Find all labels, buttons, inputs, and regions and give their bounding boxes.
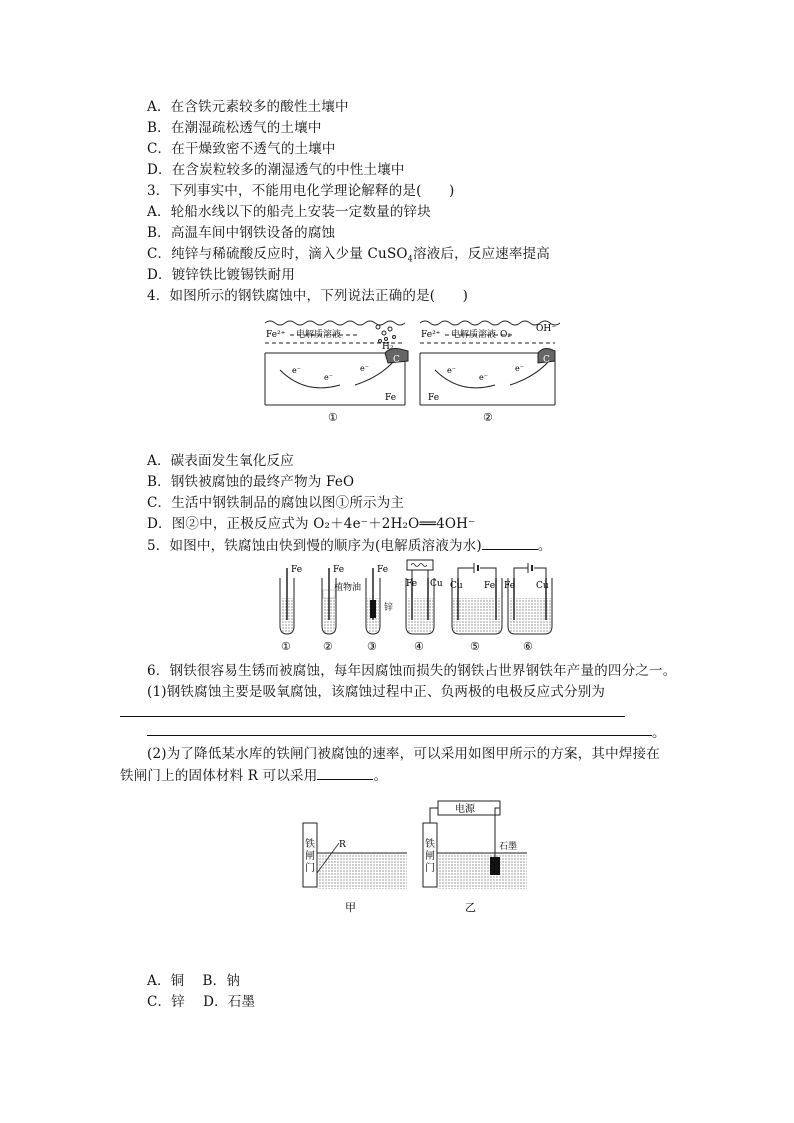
q4-fe-1: Fe: [385, 393, 397, 403]
q2-option-a: A．在含铁元素较多的酸性土壤中: [147, 99, 349, 115]
q4-stem: 4．如图所示的钢铁腐蚀中，下列说法正确的是( ): [147, 288, 469, 304]
q6-cap-yi: 乙: [465, 901, 476, 914]
q6-gate-jia-2: 闸: [305, 851, 315, 862]
q4-option-c: C．生活中钢铁制品的腐蚀以图①所示为主: [147, 495, 405, 511]
q6-gate-yi-1: 铁: [425, 839, 435, 850]
q5-oil: 植物油: [334, 583, 362, 593]
q6-gate-yi-2: 闸: [425, 851, 435, 862]
q5-fe-1: Fe: [291, 565, 303, 575]
q6-gate-yi-3: 门: [425, 863, 435, 874]
q5-tube-6: [508, 563, 552, 634]
q4-e-2a: e⁻: [447, 366, 456, 375]
q4-electrolyte-1: 电解质溶液: [296, 330, 342, 340]
q5-label-3: ③: [367, 640, 377, 653]
q3-option-b: B．高温车间中钢铁设备的腐蚀: [147, 225, 336, 241]
q3-option-c-sub: 4: [407, 254, 413, 264]
q4-label-2: ②: [483, 411, 493, 424]
q6-gate-jia-1: 铁: [305, 839, 315, 850]
q5-cu-6: Cu: [536, 581, 549, 591]
q6-graphite: 石墨: [499, 842, 518, 852]
q6-part1: (1)钢铁腐蚀主要是吸氧腐蚀，该腐蚀过程中正、负两极的电极反应式分别为: [147, 684, 606, 700]
q4-label-1: ①: [328, 411, 338, 424]
q6-cap-jia: 甲: [345, 901, 356, 914]
q4-fe2plus-1: Fe²⁺: [266, 330, 286, 340]
q5-tube-3: [366, 568, 380, 634]
q6-options-row-2: C．锌 D．石墨: [147, 994, 256, 1010]
q5-label-6: ⑥: [523, 640, 533, 653]
q6-gate-jia-3: 门: [305, 863, 315, 874]
q5-cu-4: Cu: [430, 579, 443, 589]
q5-fe-2: Fe: [333, 565, 345, 575]
q5-stem: [147, 536, 552, 555]
q5-label-4: ④: [414, 640, 424, 653]
q6-answer-line-1[interactable]: [120, 716, 625, 717]
q2-option-c: C．在干燥致密不透气的土壤中: [147, 141, 336, 157]
q4-e-1c: e⁻: [360, 364, 369, 373]
q4-o2: O₂: [500, 330, 511, 340]
q4-e-2b: e⁻: [479, 373, 488, 382]
q4-e-1b: e⁻: [324, 373, 333, 382]
q5-label-1: ①: [281, 640, 291, 653]
q6-panel-jia: [303, 823, 407, 889]
q6-answer-line-2[interactable]: [147, 735, 652, 736]
q5-fe-6: Fe: [504, 581, 516, 591]
q3-option-c-post: 溶液后，反应速率提高: [412, 246, 550, 262]
q4-e-2c: e⁻: [515, 364, 524, 373]
q6-gate-figure: [295, 795, 535, 920]
q2-option-b: B．在潮湿疏松透气的土壤中: [147, 120, 322, 136]
q5-answer-blank[interactable]: [482, 536, 538, 550]
q6-part2-a: (2)为了降低某水库的铁闸门被腐蚀的速率，可以采用如图甲所示的方案，其中焊接在: [147, 746, 660, 762]
q6-r-label: R: [339, 840, 346, 850]
q5-cu-5: Cu: [450, 581, 463, 591]
q5-zn: 锌: [384, 603, 394, 613]
q4-c-2: C: [543, 355, 550, 365]
q6-power: 电源: [455, 804, 475, 815]
q6-part2-b: [120, 766, 387, 785]
q4-oh: OH⁻: [536, 324, 556, 334]
q5-stem-end: 。: [537, 538, 552, 554]
q4-option-b: B．钢铁被腐蚀的最终产物为 FeO: [147, 474, 355, 490]
q3-option-a: A．轮船水线以下的船壳上安装一定数量的锌块: [147, 204, 431, 220]
q5-tube-5: [452, 563, 502, 634]
q5-tube-2: [322, 568, 336, 634]
q6-part2-b-end: 。: [373, 768, 388, 784]
q5-label-2: ②: [323, 640, 333, 653]
q4-h2: H₂: [382, 342, 394, 352]
q4-option-d: D．图②中，正极反应式为 O₂＋4e⁻＋2H₂O══4OH⁻: [147, 516, 476, 532]
q4-corrosion-figure: [260, 315, 560, 425]
q5-stem-text: 5．如图中，铁腐蚀由快到慢的顺序为(电解质溶液为水): [147, 538, 482, 554]
q3-stem: 3．下列事实中，不能用电化学理论解释的是( ): [147, 183, 455, 199]
q4-fe2plus-2: Fe²⁺: [421, 330, 441, 340]
q6-answer-blank[interactable]: [317, 766, 373, 780]
q5-fe-5: Fe: [484, 581, 496, 591]
q6-part2-b-text: 铁闸门上的固体材料 R 可以采用: [120, 768, 318, 784]
q5-fe-4: Fe: [406, 579, 418, 589]
q3-option-c-pre: C．纯锌与稀硫酸反应时，滴入少量 CuSO: [147, 246, 408, 262]
q5-tube-4: [406, 560, 434, 634]
q4-e-1a: e⁻: [292, 366, 301, 375]
q5-label-5: ⑤: [470, 640, 480, 653]
q5-tubes-figure: [270, 558, 560, 653]
q4-c-1: C: [393, 355, 400, 365]
q6-options-row-1: A．铜 B．钠: [147, 973, 241, 989]
q4-option-a: A．碳表面发生氧化反应: [147, 453, 294, 469]
q5-fe-3: Fe: [377, 565, 389, 575]
q6-part1-end: 。: [652, 725, 666, 741]
q6-stem: 6．钢铁很容易生锈而被腐蚀，每年因腐蚀而损失的钢铁占世界钢铁年产量的四分之一。: [147, 663, 677, 679]
q4-fe-2: Fe: [428, 393, 440, 403]
q2-option-d: D．在含炭粒较多的潮湿透气的中性土壤中: [147, 162, 405, 178]
q5-tube-1: [280, 568, 294, 634]
q3-option-d: D．镀锌铁比镀锡铁耐用: [147, 267, 296, 283]
q4-electrolyte-2: 电解质溶液: [451, 330, 497, 340]
